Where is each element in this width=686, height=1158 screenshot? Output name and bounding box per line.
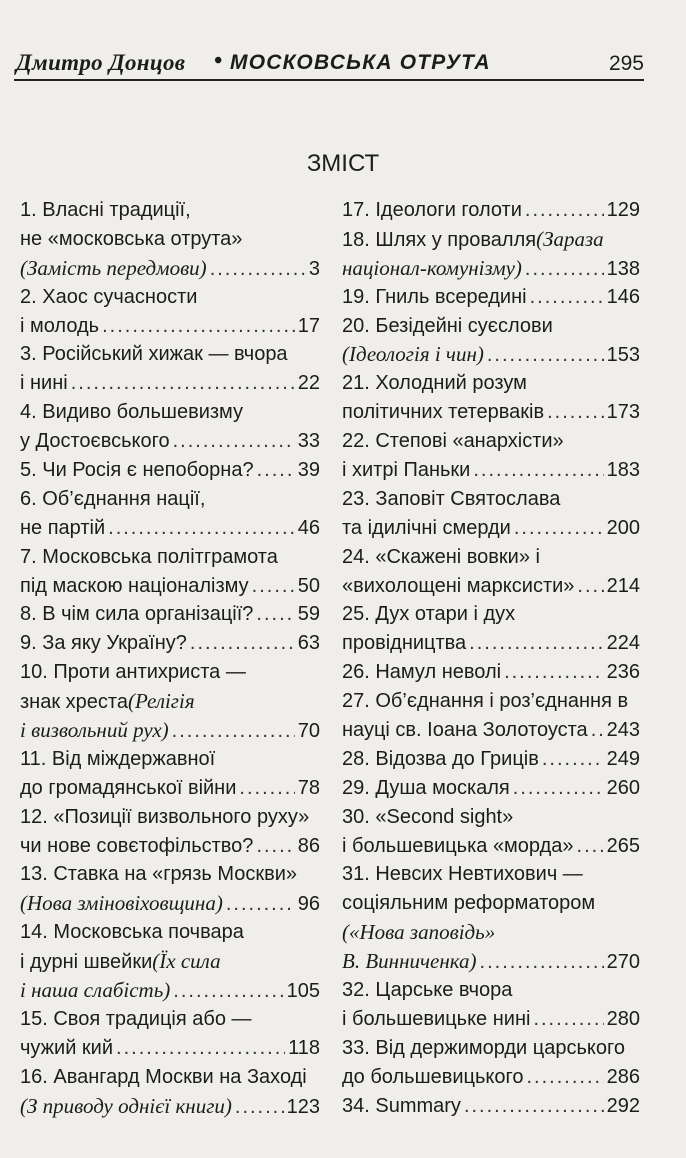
toc-line-text: 8. В чім сила організації? bbox=[20, 603, 254, 626]
toc-line bbox=[20, 369, 320, 398]
toc-page-number: 50 bbox=[297, 574, 320, 597]
toc-page-number: 280 bbox=[606, 1007, 640, 1030]
toc-line-italic-text: (З приводу однієї книги) bbox=[20, 1093, 232, 1118]
toc-page-number: 236 bbox=[606, 661, 640, 684]
toc-leader-dots bbox=[530, 283, 604, 312]
toc-leader-dots bbox=[173, 427, 295, 456]
toc-page-number: 105 bbox=[286, 980, 320, 1003]
toc-line-text: 5. Чи Росія є непоборна? bbox=[20, 459, 254, 482]
toc-line-text: 16. Авангард Москви на Заході bbox=[20, 1065, 307, 1088]
toc-line-text: 13. Ставка на «грязь Москви» bbox=[20, 863, 298, 886]
toc-line-text: 20. Безідейні суєслови bbox=[342, 314, 553, 337]
toc-page-number: 183 bbox=[606, 459, 640, 482]
toc-line bbox=[20, 600, 320, 629]
header-rule bbox=[14, 79, 644, 81]
toc-leader-dots bbox=[257, 456, 295, 485]
header-title: МОСКОВСЬКА ОТРУТА bbox=[230, 51, 491, 74]
toc-line-italic-text: і визвольний рух) bbox=[20, 718, 169, 743]
toc-heading: ЗМІСТ bbox=[306, 150, 380, 177]
toc-line-text: і большевицьке нині bbox=[342, 1007, 531, 1030]
header-separator: • bbox=[214, 48, 223, 74]
toc-line bbox=[20, 803, 320, 832]
toc-line bbox=[342, 687, 640, 716]
toc-line-text: 34. Summary bbox=[342, 1094, 461, 1117]
toc-leader-dots bbox=[102, 312, 295, 341]
toc-leader-dots bbox=[525, 255, 604, 283]
toc-page-number: 96 bbox=[297, 893, 320, 916]
toc-page-number: 138 bbox=[606, 257, 640, 280]
toc-line-text: 12. «Позиції визвольного руху» bbox=[20, 805, 310, 828]
toc-line-text: 30. «Second sight» bbox=[342, 805, 514, 828]
toc-page-number: 59 bbox=[297, 603, 320, 626]
toc-line-text: чужий кий bbox=[20, 1036, 114, 1059]
running-head bbox=[16, 48, 644, 78]
toc-line bbox=[20, 225, 320, 254]
toc-line-text: 4. Видиво большевизму bbox=[20, 401, 244, 424]
toc-line-text: 15. Своя традиція або — bbox=[20, 1007, 252, 1030]
toc-line bbox=[20, 514, 320, 543]
toc-line-italic-text: (Їх сила bbox=[152, 949, 221, 974]
toc-leader-dots bbox=[173, 977, 283, 1005]
toc-page-number: 292 bbox=[606, 1094, 640, 1117]
toc-line bbox=[20, 947, 320, 976]
toc-page-number: 146 bbox=[606, 285, 640, 308]
toc-leader-dots bbox=[473, 456, 603, 485]
toc-page-number: 118 bbox=[288, 1036, 320, 1059]
toc-line-italic-text: націонал-комунізму) bbox=[342, 255, 522, 280]
toc-line bbox=[20, 254, 320, 283]
toc-line-text: і хитрі Паньки bbox=[342, 459, 471, 482]
toc-leader-dots bbox=[210, 255, 306, 283]
toc-line bbox=[342, 1034, 640, 1063]
toc-line bbox=[342, 947, 640, 976]
toc-line bbox=[342, 572, 640, 601]
toc-line bbox=[342, 658, 640, 687]
toc-leader-dots bbox=[464, 1092, 604, 1121]
toc-page-number: 86 bbox=[297, 834, 320, 857]
toc-line bbox=[20, 1092, 320, 1121]
toc-line-text: 31. Невсих Невтихович — bbox=[342, 863, 583, 886]
toc-line-text: до большевицького bbox=[342, 1065, 524, 1088]
toc-leader-dots bbox=[235, 1093, 284, 1121]
toc-leader-dots bbox=[480, 948, 604, 976]
toc-line-text: 14. Московська почвара bbox=[20, 921, 244, 944]
toc-line bbox=[20, 572, 320, 601]
toc-line bbox=[342, 1063, 640, 1092]
toc-page-number: 78 bbox=[297, 776, 320, 799]
toc-page-number: 260 bbox=[606, 776, 640, 799]
toc-line bbox=[342, 832, 640, 861]
toc-line-italic-text: (Ідеологія і чин) bbox=[342, 342, 484, 367]
toc-leader-dots bbox=[226, 890, 295, 918]
toc-line bbox=[342, 543, 640, 572]
toc-line bbox=[342, 1005, 640, 1034]
toc-line-text: не партій bbox=[20, 516, 106, 539]
toc-leader-dots bbox=[513, 774, 604, 803]
toc-page-number: 270 bbox=[606, 951, 640, 974]
toc-line-text: 17. Ідеологи голоти bbox=[342, 199, 522, 221]
toc-line bbox=[342, 629, 640, 658]
toc-line-text: 10. Проти антихриста — bbox=[20, 661, 246, 684]
toc-page-number: 153 bbox=[606, 344, 640, 367]
toc-line bbox=[20, 283, 320, 312]
toc-line-text: 1. Власні традиції, bbox=[20, 199, 191, 221]
toc-line bbox=[20, 485, 320, 514]
toc-line bbox=[20, 658, 320, 687]
toc-line-text: 19. Гниль всередині bbox=[342, 285, 527, 308]
toc-line-italic-text: (Замість передмови) bbox=[20, 255, 207, 280]
toc-page-number: 286 bbox=[606, 1065, 640, 1088]
toc-line bbox=[20, 976, 320, 1005]
toc-line-text: 18. Шлях у провалля bbox=[342, 228, 537, 251]
header-page-number: 295 bbox=[608, 52, 644, 75]
toc-line-text: і дурні швейки bbox=[20, 951, 153, 974]
toc-line bbox=[20, 456, 320, 485]
toc-line-italic-text: («Нова заповідь» bbox=[342, 920, 496, 945]
toc-line bbox=[20, 687, 320, 716]
toc-page-number: 70 bbox=[297, 720, 320, 743]
toc-leader-dots bbox=[116, 1034, 285, 1063]
toc-leader-dots bbox=[525, 196, 604, 225]
toc-line-text: та ідилічні смерди bbox=[342, 516, 511, 539]
toc-leader-dots bbox=[514, 514, 604, 543]
toc-leader-dots bbox=[172, 717, 295, 745]
toc-line-italic-text: (Зараза bbox=[536, 226, 604, 251]
toc-line bbox=[342, 485, 640, 514]
toc-leader-dots bbox=[108, 514, 295, 543]
toc-line-text: не «московська отрута» bbox=[20, 227, 243, 250]
toc-leader-dots bbox=[469, 629, 603, 658]
toc-line bbox=[342, 312, 640, 341]
toc-leader-dots bbox=[504, 658, 604, 687]
toc-line-text: 2. Хаос сучасности bbox=[20, 285, 198, 308]
toc-line bbox=[342, 860, 640, 889]
toc-line bbox=[342, 369, 640, 398]
toc-line-text: «вихолощені марксисти» bbox=[342, 574, 575, 597]
toc-line bbox=[342, 716, 640, 745]
toc-page-number: 3 bbox=[308, 257, 320, 280]
toc-line-text: 23. Заповіт Святослава bbox=[342, 487, 561, 510]
toc-leader-dots bbox=[547, 398, 604, 427]
toc-page-number: 17 bbox=[297, 314, 320, 337]
toc-line-text: у Достоєвського bbox=[20, 430, 170, 453]
toc-page-number: 224 bbox=[606, 632, 640, 655]
toc-line bbox=[342, 456, 640, 485]
toc-line-text: 6. Об’єднання нації, bbox=[20, 487, 206, 510]
toc-line bbox=[20, 398, 320, 427]
toc-line-text: 33. Від держиморди царського bbox=[342, 1036, 625, 1059]
toc-line bbox=[20, 1034, 320, 1063]
toc-page-number: 214 bbox=[606, 574, 640, 597]
toc-leader-dots bbox=[487, 341, 604, 369]
toc-line bbox=[20, 745, 320, 774]
toc-line-text: 32. Царське вчора bbox=[342, 979, 513, 1002]
toc-line bbox=[20, 629, 320, 658]
toc-leader-dots bbox=[577, 572, 603, 601]
toc-line-italic-text: і наша слабість) bbox=[20, 978, 171, 1003]
toc-line bbox=[342, 398, 640, 427]
toc-leader-dots bbox=[239, 774, 294, 803]
toc-line bbox=[342, 745, 640, 774]
toc-line bbox=[20, 427, 320, 456]
toc-line bbox=[20, 1005, 320, 1034]
toc-line-text: науці св. Іоана Золотоуста bbox=[342, 719, 588, 742]
toc-leader-dots bbox=[591, 716, 604, 745]
toc-page-number: 22 bbox=[297, 372, 320, 395]
toc-line-text: 7. Московська політграмота bbox=[20, 545, 278, 568]
toc-line bbox=[342, 254, 640, 283]
toc-line-text: 25. Дух отари і дух bbox=[342, 603, 516, 626]
toc-line-text: 28. Відозва до Гриців bbox=[342, 747, 539, 770]
toc-line bbox=[342, 340, 640, 369]
toc-line-text: чи нове совєтофільство? bbox=[20, 834, 254, 857]
toc-page-number: 33 bbox=[297, 430, 320, 453]
toc-line-text: і молодь bbox=[20, 314, 100, 337]
toc-line bbox=[342, 514, 640, 543]
toc-line-text: і нині bbox=[20, 372, 68, 395]
toc-line bbox=[342, 889, 640, 918]
toc-line-text: 21. Холодний розум bbox=[342, 372, 527, 395]
toc-line bbox=[342, 283, 640, 312]
toc-line bbox=[20, 312, 320, 341]
toc-line bbox=[20, 196, 320, 225]
toc-page-number: 123 bbox=[286, 1095, 320, 1118]
toc-line bbox=[20, 543, 320, 572]
toc-line-text: 22. Степові «анархісти» bbox=[342, 430, 564, 453]
toc-page-number: 63 bbox=[297, 632, 320, 655]
toc-line-text: до громадянської війни bbox=[20, 776, 237, 799]
toc-line bbox=[342, 600, 640, 629]
toc-line bbox=[20, 340, 320, 369]
toc-line bbox=[20, 774, 320, 803]
toc-leader-dots bbox=[533, 1005, 603, 1034]
toc-line bbox=[20, 860, 320, 889]
toc-line-text: під маскою націоналізму bbox=[20, 574, 249, 597]
toc-page-number: 265 bbox=[606, 834, 640, 857]
toc-line bbox=[342, 1092, 640, 1121]
toc-line-text: 3. Російський хижак — вчора bbox=[20, 343, 288, 366]
toc-line-text: і большевицька «морда» bbox=[342, 834, 574, 857]
toc-line bbox=[342, 803, 640, 832]
toc-page-number: 46 bbox=[297, 516, 320, 539]
toc-line bbox=[20, 918, 320, 947]
toc-column-right bbox=[342, 196, 640, 1121]
toc-line bbox=[342, 976, 640, 1005]
toc-page-number: 129 bbox=[606, 199, 640, 221]
toc-line-italic-text: В. Винниченка) bbox=[342, 949, 477, 974]
toc-line-text: політичних тетерваків bbox=[342, 401, 545, 424]
toc-line-text: соціяльним реформатором bbox=[342, 892, 596, 915]
toc-line bbox=[20, 889, 320, 918]
toc-page-number: 200 bbox=[606, 516, 640, 539]
toc-leader-dots bbox=[256, 600, 294, 629]
toc-line-text: 11. Від міждержавної bbox=[20, 747, 216, 770]
toc-page-number: 173 bbox=[606, 401, 640, 424]
toc-line bbox=[342, 918, 640, 947]
toc-line bbox=[20, 716, 320, 745]
toc-page-number: 39 bbox=[297, 459, 320, 482]
toc-leader-dots bbox=[527, 1063, 604, 1092]
toc-leader-dots bbox=[256, 832, 294, 861]
toc-line-text: знак хреста bbox=[20, 691, 128, 714]
toc-line bbox=[342, 774, 640, 803]
toc-leader-dots bbox=[577, 832, 604, 861]
toc-line bbox=[20, 1063, 320, 1092]
toc-leader-dots bbox=[190, 629, 295, 658]
toc-line bbox=[342, 196, 640, 225]
header-author: Дмитро Донцов bbox=[16, 50, 186, 75]
toc-line-italic-text: (Релігія bbox=[127, 689, 195, 714]
toc-line-text: провідництва bbox=[342, 632, 467, 655]
toc-leader-dots bbox=[542, 745, 604, 774]
toc-line-text: 29. Душа москаля bbox=[342, 776, 510, 799]
toc-line-text: 27. Об’єднання і роз’єднання в bbox=[342, 690, 629, 713]
toc-line bbox=[342, 427, 640, 456]
toc-page-number: 243 bbox=[606, 719, 640, 742]
toc-line-text: 24. «Скажені вовки» і bbox=[342, 545, 540, 568]
toc-column-left bbox=[20, 196, 320, 1121]
toc-leader-dots bbox=[252, 572, 295, 601]
toc-line-italic-text: (Нова зміновіховщина) bbox=[20, 891, 223, 916]
toc-line-text: 26. Намул неволі bbox=[342, 661, 502, 684]
toc-page-number: 249 bbox=[606, 747, 640, 770]
toc-line bbox=[342, 225, 640, 254]
toc-line-text: 9. За яку Україну? bbox=[20, 632, 187, 655]
toc-line bbox=[20, 832, 320, 861]
toc-leader-dots bbox=[71, 369, 295, 398]
